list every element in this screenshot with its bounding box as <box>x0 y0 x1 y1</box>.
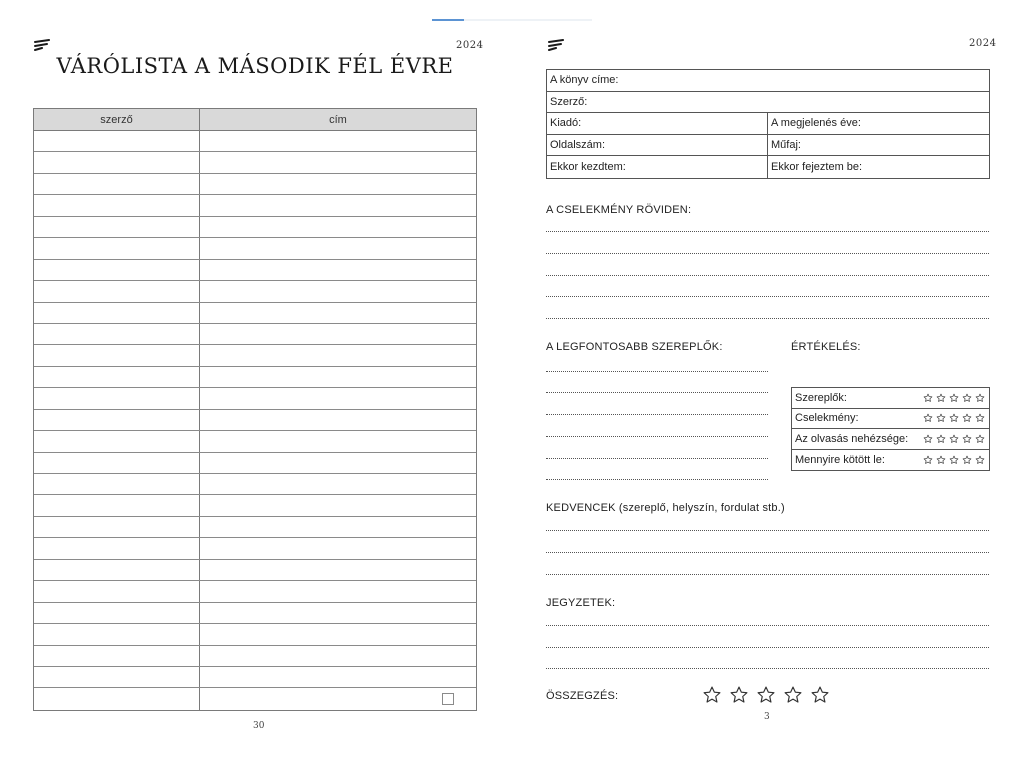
title-cell[interactable] <box>200 581 476 601</box>
title-cell[interactable] <box>200 174 476 194</box>
wishlist-table <box>33 108 477 711</box>
table-row <box>34 560 476 581</box>
author-cell[interactable] <box>34 238 200 258</box>
rating-label: Szereplők: <box>795 391 847 404</box>
table-row <box>34 388 476 409</box>
page-number: 30 <box>253 721 265 731</box>
author-cell[interactable] <box>34 431 200 451</box>
table-row <box>34 474 476 495</box>
characters-line[interactable] <box>546 414 768 415</box>
author-cell[interactable] <box>34 453 200 473</box>
rating-row <box>792 429 989 450</box>
star-outline-icon[interactable] <box>756 685 776 705</box>
book-info-table <box>546 69 990 179</box>
notes-line[interactable] <box>546 668 989 669</box>
star-outline-icon[interactable] <box>949 434 959 444</box>
table-row <box>34 495 476 516</box>
table-row <box>34 624 476 645</box>
star-outline-icon[interactable] <box>962 413 972 423</box>
characters-line[interactable] <box>546 392 768 393</box>
author-cell[interactable] <box>34 367 200 387</box>
summary-star-rating[interactable] <box>702 685 830 705</box>
star-outline-icon[interactable] <box>949 413 959 423</box>
title-cell[interactable] <box>200 453 476 473</box>
table-row <box>34 260 476 281</box>
star-outline-icon[interactable] <box>936 393 946 403</box>
table-body <box>34 131 476 710</box>
star-outline-icon[interactable] <box>923 413 933 423</box>
rating-stars[interactable] <box>923 434 985 444</box>
feather-logo <box>547 39 565 51</box>
checkbox-icon[interactable] <box>442 693 454 705</box>
title-cell[interactable] <box>200 646 476 666</box>
characters-line[interactable] <box>546 436 768 437</box>
star-outline-icon[interactable] <box>923 393 933 403</box>
table-row <box>34 581 476 602</box>
author-cell[interactable] <box>34 517 200 537</box>
plot-line[interactable] <box>546 275 989 276</box>
star-outline-icon[interactable] <box>975 455 985 465</box>
title-cell[interactable] <box>200 324 476 344</box>
year-label: 2024 <box>969 38 997 49</box>
title-cell[interactable] <box>200 367 476 387</box>
star-outline-icon[interactable] <box>729 685 749 705</box>
publisher-field[interactable]: Kiadó: <box>547 113 768 134</box>
title-cell[interactable] <box>200 345 476 365</box>
plot-line[interactable] <box>546 253 989 254</box>
rating-section-label: ÉRTÉKELÉS: <box>791 341 861 353</box>
title-cell[interactable] <box>200 517 476 537</box>
year-label: 2024 <box>456 40 484 51</box>
table-row <box>34 603 476 624</box>
plot-line[interactable] <box>546 318 989 319</box>
author-cell[interactable] <box>34 152 200 172</box>
star-outline-icon[interactable] <box>962 434 972 444</box>
author-field[interactable]: Szerző: <box>550 95 588 108</box>
rating-row <box>792 388 989 409</box>
plot-line[interactable] <box>546 231 989 232</box>
rating-row <box>792 409 989 430</box>
table-row <box>34 324 476 345</box>
table-header <box>34 109 476 131</box>
rating-label: Mennyire kötött le: <box>795 453 885 466</box>
author-cell[interactable] <box>34 260 200 280</box>
star-outline-icon[interactable] <box>975 413 985 423</box>
title-cell[interactable] <box>200 217 476 237</box>
table-row <box>34 238 476 259</box>
star-outline-icon[interactable] <box>810 685 830 705</box>
notes-section-label: JEGYZETEK: <box>546 597 616 609</box>
genre-field[interactable]: Műfaj: <box>771 138 801 151</box>
summary-section-label: ÖSSZEGZÉS: <box>546 690 619 702</box>
star-outline-icon[interactable] <box>949 455 959 465</box>
plot-section-label: A CSELEKMÉNY RÖVIDEN: <box>546 204 692 216</box>
title-cell[interactable] <box>200 303 476 323</box>
star-outline-icon[interactable] <box>962 455 972 465</box>
table-row <box>34 410 476 431</box>
table-row <box>34 367 476 388</box>
table-row <box>34 431 476 452</box>
author-cell[interactable] <box>34 495 200 515</box>
star-outline-icon[interactable] <box>923 434 933 444</box>
author-cell[interactable] <box>34 688 200 709</box>
rating-label: Az olvasás nehézsége: <box>795 432 909 445</box>
author-cell[interactable] <box>34 646 200 666</box>
author-cell[interactable] <box>34 388 200 408</box>
author-cell[interactable] <box>34 474 200 494</box>
author-cell[interactable] <box>34 303 200 323</box>
star-outline-icon[interactable] <box>962 393 972 403</box>
title-cell[interactable] <box>200 560 476 580</box>
characters-line[interactable] <box>546 371 768 372</box>
author-cell[interactable] <box>34 624 200 644</box>
star-outline-icon[interactable] <box>975 434 985 444</box>
rating-label: Cselekmény: <box>795 412 859 425</box>
year-published-field[interactable]: A megjelenés éve: <box>771 117 861 130</box>
table-row <box>34 174 476 195</box>
started-field[interactable]: Ekkor kezdtem: <box>547 156 768 178</box>
characters-line[interactable] <box>546 458 768 459</box>
characters-section-label: A LEGFONTOSABB SZEREPLŐK: <box>546 341 723 353</box>
rating-stars[interactable] <box>923 393 985 403</box>
plot-line[interactable] <box>546 296 989 297</box>
column-header-author: szerző <box>34 109 200 130</box>
author-cell[interactable] <box>34 131 200 151</box>
page-number: 3 <box>764 712 770 722</box>
author-cell[interactable] <box>34 195 200 215</box>
title-cell[interactable] <box>200 410 476 430</box>
title-cell[interactable] <box>200 667 476 687</box>
title-cell[interactable] <box>200 131 476 151</box>
finished-field[interactable]: Ekkor fejeztem be: <box>771 160 863 173</box>
favorites-line[interactable] <box>546 574 989 575</box>
author-cell[interactable] <box>34 538 200 558</box>
table-row <box>34 646 476 667</box>
author-cell[interactable] <box>34 174 200 194</box>
title-cell[interactable] <box>200 388 476 408</box>
star-outline-icon[interactable] <box>975 393 985 403</box>
author-cell[interactable] <box>34 281 200 301</box>
table-row <box>34 688 476 709</box>
author-cell[interactable] <box>34 217 200 237</box>
feather-logo <box>33 39 51 51</box>
author-cell[interactable] <box>34 667 200 687</box>
table-row <box>34 538 476 559</box>
title-cell[interactable] <box>200 688 476 709</box>
table-row <box>34 281 476 302</box>
title-cell[interactable] <box>200 495 476 515</box>
table-row <box>34 217 476 238</box>
column-header-title: cím <box>329 113 347 126</box>
table-row <box>34 453 476 474</box>
title-cell[interactable] <box>200 474 476 494</box>
favorites-line[interactable] <box>546 552 989 553</box>
author-cell[interactable] <box>34 603 200 623</box>
star-outline-icon[interactable] <box>936 455 946 465</box>
characters-line[interactable] <box>546 479 768 480</box>
star-outline-icon[interactable] <box>949 393 959 403</box>
rating-stars[interactable] <box>923 455 985 465</box>
title-cell[interactable] <box>200 431 476 451</box>
table-row <box>34 667 476 688</box>
favorites-line[interactable] <box>546 530 989 531</box>
left-page <box>0 0 510 768</box>
table-row <box>34 195 476 216</box>
title-cell[interactable] <box>200 538 476 558</box>
author-cell[interactable] <box>34 345 200 365</box>
table-row <box>34 345 476 366</box>
notes-line[interactable] <box>546 647 989 648</box>
favorites-section-label: KEDVENCEK (szereplő, helyszín, fordulat stb.) <box>546 502 785 514</box>
author-cell[interactable] <box>34 324 200 344</box>
book-title-field[interactable]: A könyv címe: <box>550 74 619 87</box>
page-count-field[interactable]: Oldalszám: <box>547 135 768 156</box>
table-row <box>34 303 476 324</box>
title-cell[interactable] <box>200 238 476 258</box>
author-cell[interactable] <box>34 560 200 580</box>
rating-stars[interactable] <box>923 413 985 423</box>
title-cell[interactable] <box>200 281 476 301</box>
star-outline-icon[interactable] <box>936 413 946 423</box>
table-row <box>34 517 476 538</box>
table-row <box>34 131 476 152</box>
rating-row <box>792 450 989 471</box>
title-cell[interactable] <box>200 624 476 644</box>
title-cell[interactable] <box>200 152 476 172</box>
author-cell[interactable] <box>34 581 200 601</box>
title-cell[interactable] <box>200 260 476 280</box>
author-cell[interactable] <box>34 410 200 430</box>
notes-line[interactable] <box>546 625 989 626</box>
title-cell[interactable] <box>200 603 476 623</box>
title-cell[interactable] <box>200 195 476 215</box>
rating-table <box>791 387 990 471</box>
star-outline-icon[interactable] <box>923 455 933 465</box>
star-outline-icon[interactable] <box>702 685 722 705</box>
star-outline-icon[interactable] <box>936 434 946 444</box>
table-row <box>34 152 476 173</box>
star-outline-icon[interactable] <box>783 685 803 705</box>
page-title: VÁRÓLISTA A MÁSODIK FÉL ÉVRE <box>56 54 454 78</box>
